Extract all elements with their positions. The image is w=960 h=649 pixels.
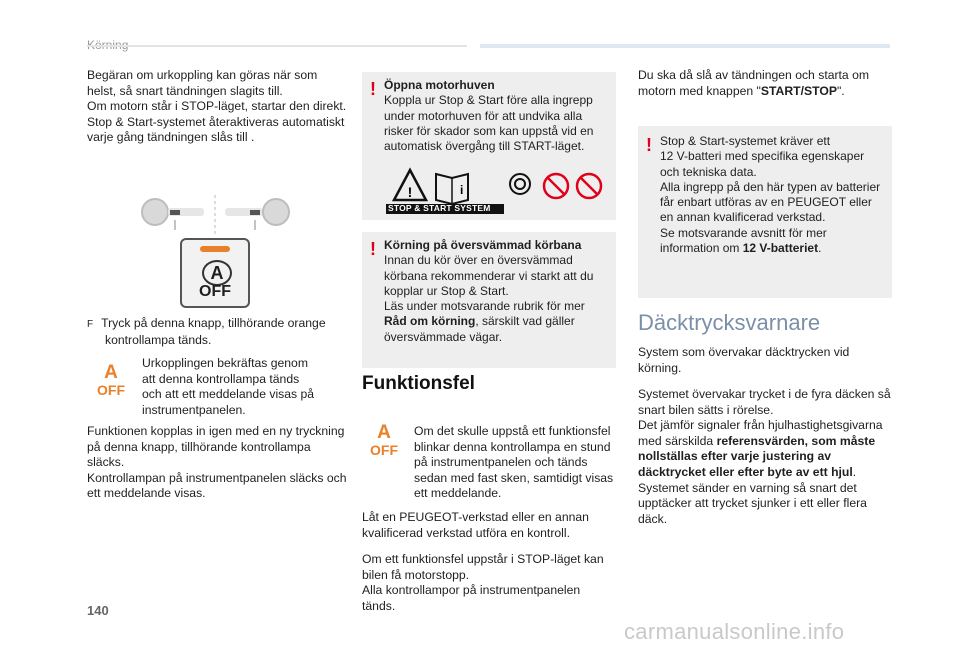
- tyre-line: Det jämför signaler från hjulhastighetsgivarna med särskilda: [638, 418, 883, 448]
- fault-text: [414, 424, 618, 502]
- note-line: under motorhuven för att undvika alla: [384, 108, 583, 123]
- note-line: körbana rekommenderar vi starkt att du: [384, 268, 594, 283]
- intro-line-3: Stop & Start-systemet återaktiveras automatiskt varje gång tändningen slås till .: [87, 114, 345, 145]
- dashboard-illustration: [130, 190, 300, 240]
- fault-line: sedan med fast sken, samtidigt visas: [414, 470, 614, 485]
- note-open-hood: [362, 72, 616, 220]
- note-line: 12 V-batteri med specifika egenskaper: [660, 149, 865, 164]
- warning-exclamation-icon: !: [646, 135, 652, 155]
- confirm-line-4: instrumentpanelen.: [142, 402, 246, 417]
- stop-start-system-strip: STOP & START SYSTEM: [388, 203, 491, 213]
- orange-indicator-icon: [200, 246, 230, 252]
- fault-para-1: Låt en PEUGEOT-verkstad eller en annan kvalificerad verkstad utföra en kontroll.: [362, 510, 589, 540]
- warning-exclamation-icon: !: [370, 79, 376, 99]
- note-line: Koppla ur Stop & Start före alla ingrepp: [384, 93, 593, 108]
- tyre-para-2: [638, 387, 892, 527]
- note-title: Öppna motorhuven: [384, 78, 495, 92]
- restart-text-end: ".: [836, 83, 845, 98]
- tyre-text: .: [852, 464, 857, 479]
- fault-line: Om det skulle uppstå ett funktionsfel: [414, 424, 611, 438]
- warning-exclamation-icon: !: [370, 239, 376, 259]
- battery-ref: 12 V-batteriet: [742, 241, 819, 256]
- restart-text: Du ska då slå av tändningen och starta om motorn med knappen ": [638, 68, 870, 98]
- note-line: [660, 241, 886, 256]
- auto-a-icon: A: [202, 260, 232, 286]
- note-text-rest: , särskilt vad gäller: [475, 314, 575, 329]
- icon-off-text: OFF: [370, 442, 398, 458]
- note-line: Stop & Start-systemet kräver ett: [660, 134, 831, 148]
- watermark: carmanualsonline.info: [624, 619, 845, 644]
- section-title-tyre-pressure: Däcktrycksvarnare: [638, 310, 821, 335]
- svg-text:!: !: [407, 184, 413, 200]
- fault-line: blinkar denna kontrollampa en stund: [414, 439, 611, 454]
- fault-para-2-line-2: Alla kontrollampor på instrumentpanelen tänds.: [362, 583, 581, 613]
- note-line: [384, 314, 610, 329]
- page-number: 140: [87, 603, 109, 618]
- tyre-line: Systemet sänder en varning så snart det upptäcker att trycket sjunker i ett eller flera däck.: [638, 480, 867, 526]
- note-text-end: .: [818, 241, 822, 256]
- note-line: Innan du kör över en översvämmad: [384, 253, 573, 268]
- note-title: Körning på översvämmad körbana: [384, 238, 582, 252]
- outro-text: [87, 424, 347, 502]
- button-off-label: OFF: [199, 283, 231, 300]
- icon-off-text: OFF: [97, 382, 125, 398]
- note-line: kopplar ur Stop & Start.: [384, 283, 509, 298]
- note-text: information om: [660, 241, 743, 256]
- note-flooded-road: [362, 232, 616, 368]
- svg-text:i: i: [460, 183, 464, 197]
- note-line: en annan kvalificerad verkstad.: [660, 210, 826, 225]
- intro-line-1: Begäran om urkoppling kan göras när som helst, så snart tändningen slagits till.: [87, 68, 318, 98]
- section-title-malfunction: Funktionsfel: [362, 373, 475, 394]
- bullet-text: Tryck på denna knapp, tillhörande orange kontrollampa tänds.: [101, 316, 326, 347]
- outro-line-1: Funktionen kopplas in igen med en ny tryckning på denna knapp, tillhörande kontrollampa släcks.: [87, 424, 345, 470]
- note-bold-ref: Råd om körning: [384, 314, 476, 329]
- confirm-text: [142, 356, 342, 418]
- tyre-bold-ref: referensvärden, som: [716, 433, 837, 448]
- tyre-bold-ref-2: måste nollställas efter varje justering av däcktrycket eller efter byte av ett hjul: [638, 433, 876, 479]
- outro-line-2: Kontrollampan på instrumentpanelen släcks och ett meddelande visas.: [87, 470, 347, 501]
- note-line: Se motsvarande avsnitt för mer: [660, 225, 827, 240]
- fault-line: på instrumentpanelen och tänds: [414, 455, 588, 470]
- restart-instruction: [638, 68, 892, 99]
- note-line: Alla ingrepp på den här typen av batterier: [660, 179, 881, 194]
- confirm-line-3: och att ett meddelande visas på: [142, 387, 315, 402]
- fault-para-2: [362, 552, 616, 614]
- tyre-para-1: System som övervakar däcktrycken vid körning.: [638, 345, 850, 375]
- stop-start-off-button: [180, 238, 250, 308]
- note-line: automatisk övergång till START-läget.: [384, 139, 585, 154]
- header-accent-bar: [480, 44, 890, 48]
- intro-text: [87, 68, 347, 146]
- note-line: får enbart utföras av en PEUGEOT eller: [660, 195, 872, 210]
- stop-start-warning-label: [384, 166, 610, 214]
- bullet-instruction: [87, 316, 347, 348]
- auto-off-warning-icon: A OFF: [93, 364, 129, 400]
- confirm-line-1: Urkopplingen bekräftas genom: [142, 356, 308, 370]
- confirm-line-2: att denna kontrollampa tänds: [142, 371, 300, 386]
- fault-para-2-line-1: Om ett funktionsfel uppstår i STOP-läget kan bilen få motorstopp.: [362, 552, 604, 582]
- fault-line: ett meddelande.: [414, 486, 502, 501]
- intro-line-2: Om motorn står i STOP-läget, startar den direkt.: [87, 99, 347, 114]
- note-line: risker för skador som kan uppstå vid en: [384, 123, 594, 138]
- note-line: och tekniska data.: [660, 164, 757, 179]
- bullet-icon: F: [87, 319, 94, 330]
- start-stop-ref: START/STOP: [760, 83, 837, 98]
- tyre-line: Systemet övervakar trycket i de fyra däcken så snart bilen sätts i rörelse.: [638, 387, 891, 417]
- header-rule: [87, 45, 467, 47]
- note-line: Läs under motsvarande rubrik för mer: [384, 299, 585, 314]
- note-line: översvämmade vägar.: [384, 329, 503, 344]
- note-battery: [638, 126, 892, 298]
- auto-off-fault-icon: A OFF: [366, 424, 402, 460]
